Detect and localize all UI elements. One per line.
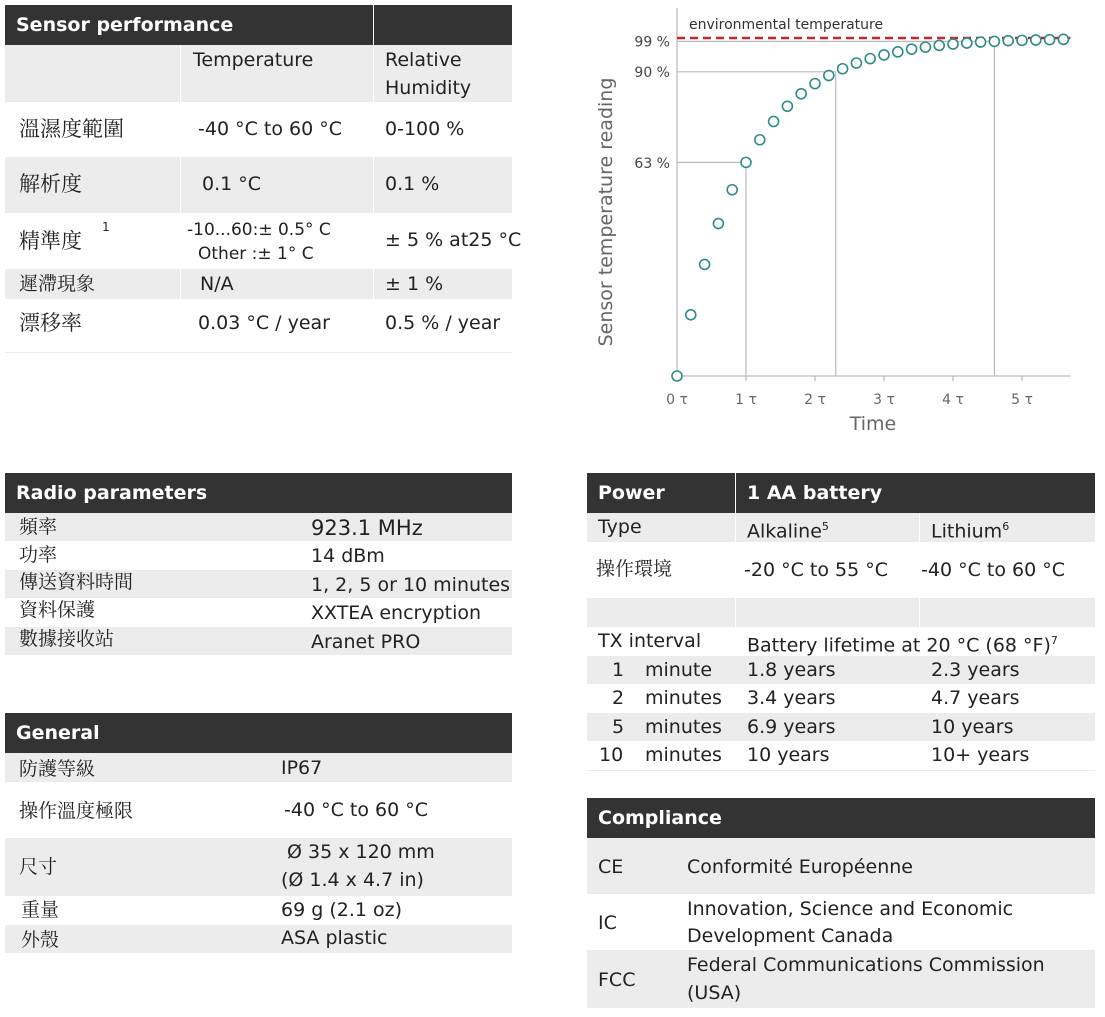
table-row <box>5 598 512 627</box>
radio-parameters-table <box>5 473 512 655</box>
data-point <box>851 58 861 68</box>
row-value-line1: Ø 35 x 120 mm <box>287 841 435 863</box>
table-row <box>5 896 512 925</box>
row-label: 重量 <box>21 899 60 921</box>
row-value: 923.1 MHz <box>311 516 423 540</box>
tx-number: 2 <box>612 687 625 709</box>
table-row <box>587 627 1095 656</box>
tx-number: 1 <box>612 659 625 681</box>
table-row <box>5 299 512 353</box>
table-row <box>5 513 512 541</box>
tx-unit: minutes <box>645 687 722 709</box>
x-tick-label: 0 τ <box>666 392 688 408</box>
y-tick-label: 90 % <box>634 64 670 81</box>
row-label: 功率 <box>19 544 58 566</box>
data-point <box>782 101 792 111</box>
battery-type-title: 1 AA battery <box>747 482 883 504</box>
row-label: 解析度 <box>19 172 82 196</box>
row-label: 溫濕度範圍 <box>19 117 124 141</box>
alkaline-lifetime: 1.8 years <box>747 659 836 681</box>
y-axis-label: Sensor temperature reading <box>595 77 617 347</box>
row-label: 遲滯現象 <box>19 273 96 295</box>
lithium-lifetime: 10 years <box>931 716 1014 738</box>
data-point <box>824 71 834 81</box>
data-point <box>713 219 723 229</box>
table-header <box>587 473 1095 513</box>
table-row <box>587 741 1095 771</box>
humidity-value: 0-100 % <box>385 118 465 140</box>
compliance-table <box>587 798 1095 1008</box>
data-point <box>1031 35 1041 45</box>
row-value: -40 °C to 60 °C <box>284 799 428 821</box>
temp-value: 0.03 °C / year <box>198 312 330 334</box>
env-lithium: -40 °C to 60 °C <box>921 559 1065 581</box>
table-row <box>587 713 1095 741</box>
table-title: Power <box>598 482 665 504</box>
lithium-text: Lithium <box>931 520 1003 543</box>
footnote-marker: 1 <box>102 220 110 234</box>
sensor-response-chart <box>590 0 1090 440</box>
table-row <box>5 269 512 299</box>
table-row <box>5 157 512 213</box>
data-point <box>727 185 737 195</box>
table-row <box>587 656 1095 684</box>
data-point <box>1003 36 1013 46</box>
alkaline-lifetime: 10 years <box>747 744 830 766</box>
tx-number: 5 <box>612 716 625 738</box>
footnote-marker: 7 <box>1050 634 1058 647</box>
table-row <box>5 838 512 896</box>
table-header <box>5 5 512 45</box>
compliance-desc-line2: Development Canada <box>687 925 894 947</box>
data-point <box>672 371 682 381</box>
row-label: 精準度 <box>19 229 82 253</box>
row-label: 操作溫度極限 <box>19 800 134 822</box>
data-point <box>810 79 820 89</box>
table-row <box>587 894 1095 950</box>
alkaline-text: Alkaline <box>747 520 822 543</box>
data-point <box>865 54 875 64</box>
data-point <box>976 37 986 47</box>
row-label: 傳送資料時間 <box>19 571 134 593</box>
lifetime-label <box>747 627 1058 659</box>
humidity-value: 0.1 % <box>385 173 440 195</box>
data-point <box>838 64 848 74</box>
data-point <box>989 36 999 46</box>
y-tick-label: 99 % <box>634 34 670 51</box>
data-point <box>686 310 696 320</box>
data-point <box>796 89 806 99</box>
data-point <box>907 44 917 54</box>
row-value: Aranet PRO <box>311 631 421 653</box>
table-row <box>5 753 512 782</box>
table-header <box>5 473 512 513</box>
temp-value: -40 °C to 60 °C <box>198 118 342 140</box>
power-table <box>587 473 1095 771</box>
temp-value: N/A <box>200 273 234 295</box>
lithium-lifetime: 4.7 years <box>931 687 1020 709</box>
row-label: 外殼 <box>21 929 60 951</box>
data-point <box>700 259 710 269</box>
data-point <box>1058 34 1068 44</box>
data-point <box>755 135 765 145</box>
data-point <box>948 39 958 49</box>
lithium-label <box>931 513 1009 545</box>
row-value: 14 dBm <box>311 545 385 567</box>
table-row <box>587 684 1095 713</box>
humidity-value: ± 1 % <box>385 273 444 295</box>
y-tick-label: 63 % <box>634 156 670 173</box>
env-label: 操作環境 <box>596 558 673 580</box>
row-value: 1, 2, 5 or 10 minutes <box>311 574 511 596</box>
compliance-desc-line1: Federal Communications Commission <box>687 954 1045 976</box>
row-value: XXTEA encryption <box>311 602 482 624</box>
tx-interval-label: TX interval <box>598 630 702 652</box>
col-humidity-line2: Humidity <box>385 77 472 99</box>
data-point <box>879 50 889 60</box>
table-row <box>5 925 512 953</box>
tx-unit: minutes <box>645 744 722 766</box>
row-label: 尺寸 <box>19 856 58 878</box>
table-row <box>587 542 1095 598</box>
table-title: General <box>16 722 100 744</box>
alkaline-label <box>747 513 829 545</box>
alkaline-lifetime: 3.4 years <box>747 687 836 709</box>
data-point <box>769 116 779 126</box>
compliance-desc-line1: Conformité Européenne <box>687 856 913 878</box>
data-point <box>1045 35 1055 45</box>
compliance-code: IC <box>598 912 617 934</box>
table-title: Radio parameters <box>16 482 208 504</box>
table-row <box>5 570 512 598</box>
table-header-row <box>5 45 512 102</box>
tx-unit: minutes <box>645 716 722 738</box>
x-tick-label: 2 τ <box>804 392 826 408</box>
env-alkaline: -20 °C to 55 °C <box>744 559 888 581</box>
temp-value: 0.1 °C <box>202 173 262 195</box>
temp-value-line2: Other :± 1° C <box>198 244 314 264</box>
compliance-desc-line2: (USA) <box>687 982 742 1004</box>
row-label: 資料保護 <box>19 599 96 621</box>
annotation-label: environmental temperature <box>689 17 884 33</box>
table-title: Sensor performance <box>16 14 234 36</box>
footnote-marker: 5 <box>821 520 829 533</box>
table-title: Compliance <box>598 807 722 829</box>
row-label: 頻率 <box>19 516 58 538</box>
compliance-desc-line1: Innovation, Science and Economic <box>687 898 1014 920</box>
data-point <box>962 38 972 48</box>
table-row <box>587 950 1095 1008</box>
table-header <box>587 798 1095 838</box>
table-header <box>5 713 512 753</box>
row-value: IP67 <box>281 757 323 779</box>
table-row <box>587 838 1095 894</box>
tx-unit: minute <box>645 659 713 681</box>
row-label: 數據接收站 <box>19 628 115 650</box>
x-tick-label: 5 τ <box>1011 392 1033 408</box>
type-label: Type <box>598 516 642 538</box>
col-temperature: Temperature <box>193 49 314 71</box>
data-point <box>741 157 751 167</box>
tx-number: 10 <box>599 744 624 766</box>
compliance-code: CE <box>598 856 624 878</box>
lithium-lifetime: 2.3 years <box>931 659 1020 681</box>
sensor-performance-table <box>5 5 522 353</box>
alkaline-lifetime: 6.9 years <box>747 716 836 738</box>
x-tick-label: 1 τ <box>735 392 757 408</box>
table-row <box>5 102 512 157</box>
col-humidity-line1: Relative <box>385 49 462 71</box>
data-point <box>1017 35 1027 45</box>
footnote-marker: 6 <box>1002 520 1010 533</box>
x-axis-label: Time <box>849 413 897 435</box>
temp-value-line1: -10...60:± 0.5° C <box>187 220 331 240</box>
table-row <box>5 541 512 570</box>
table-row <box>587 513 1095 542</box>
table-row <box>5 782 512 838</box>
lithium-lifetime: 10+ years <box>931 744 1030 766</box>
table-row <box>5 627 512 655</box>
compliance-code: FCC <box>598 969 636 991</box>
row-value-line2: (Ø 1.4 x 4.7 in) <box>281 869 424 891</box>
x-tick-label: 3 τ <box>873 392 895 408</box>
general-table <box>5 713 512 953</box>
data-point <box>920 42 930 52</box>
row-value: ASA plastic <box>281 927 388 949</box>
row-label: 漂移率 <box>19 311 82 335</box>
humidity-value: 0.5 % / year <box>385 312 501 334</box>
lifetime-text: Battery lifetime at 20 °C (68 °F) <box>747 634 1051 657</box>
row-label: 防護等級 <box>19 758 96 780</box>
x-tick-label: 4 τ <box>942 392 964 408</box>
table-row <box>5 213 522 269</box>
row-value: 69 g (2.1 oz) <box>281 899 402 921</box>
data-point <box>934 40 944 50</box>
spacer-row <box>587 598 1095 627</box>
humidity-value: ± 5 % at25 °C <box>385 229 522 251</box>
data-point <box>893 47 903 57</box>
